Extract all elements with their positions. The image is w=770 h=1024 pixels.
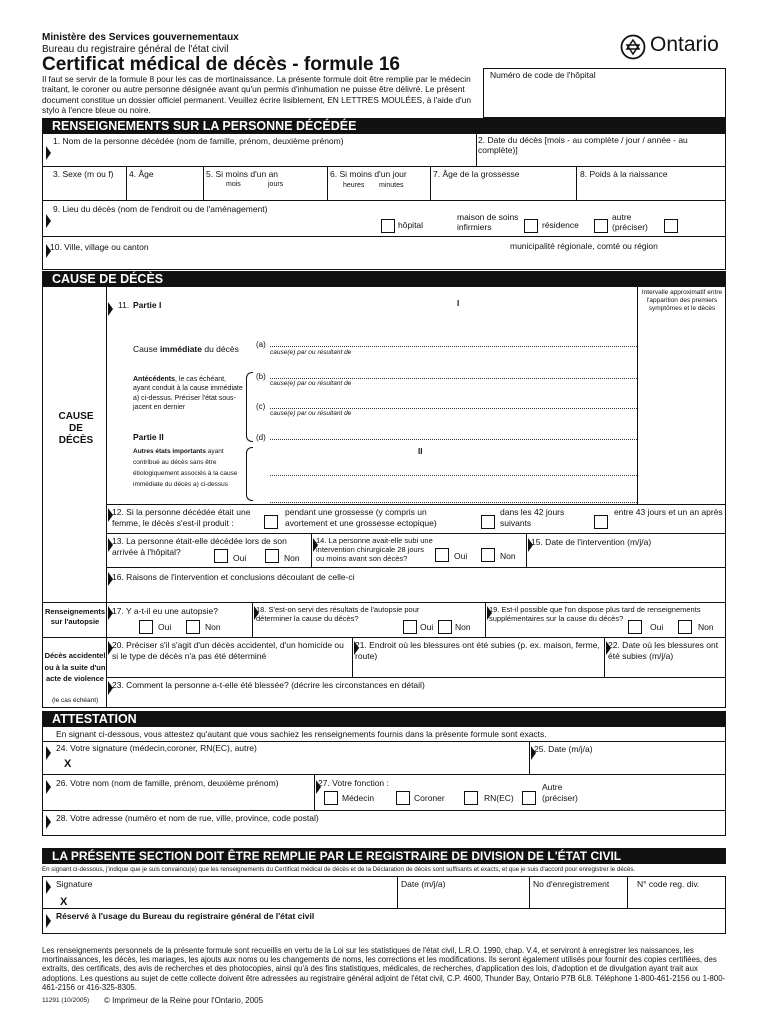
label-medecin: Médecin: [342, 793, 375, 803]
field-26-label: 26. Votre nom (nom de famille, prénom, deuxième prénom): [56, 778, 279, 788]
division-code-label: N° code reg. div.: [637, 879, 700, 889]
hospital-code-box[interactable]: [483, 68, 726, 118]
logo-wordmark: Ontario: [650, 33, 719, 56]
part2-line-2[interactable]: [270, 502, 637, 503]
registrar-x-mark: X: [60, 896, 68, 908]
due-to-b: cause(e) par ou résultant de: [270, 380, 352, 387]
part2-line-1[interactable]: [270, 475, 637, 476]
registrar-signature-label: Signature: [56, 879, 93, 889]
interval-header: Intervalle approximatif entre l'apparition des premiers symptômes et le décès: [641, 289, 723, 312]
section-personal-header: RENSEIGNEMENTS SUR LA PERSONNE DÉCÉDÉE: [42, 118, 726, 134]
line-d-label: (d): [256, 433, 266, 442]
field-22-label: 22. Date où les blessures ont été subies (m/j/a): [608, 640, 719, 661]
label-pregnancy: pendant une grossesse (y compris un avortement et une grossesse ectopique): [285, 507, 437, 528]
immediate-cause-label: Cause immédiate du décès: [133, 344, 239, 354]
label-18-non: Non: [455, 622, 471, 632]
field-20-label: 20. Préciser s'il s'agit d'un décès accidentel, d'un homicide ou si le type de décès n'a pas été déterminé: [112, 640, 344, 661]
cause-side-label: CAUSE DE DÉCÈS: [58, 411, 94, 446]
label-maison-soins: maison de soins infirmiers: [457, 212, 519, 232]
due-to-a: cause(e) par ou résultant de: [270, 349, 352, 356]
registration-number-label: No d'enregistrement: [533, 879, 610, 889]
field-16-label: 16. Raisons de l'intervention et conclusions découlant de celle-ci: [112, 572, 355, 582]
label-coroner: Coroner: [414, 793, 445, 803]
field-21-label: 21. Endroit où les blessures ont été subies (p. ex. maison, ferme, route): [355, 640, 600, 661]
field-1-label: 1. Nom de la personne décédée (nom de famille, prénom, deuxième prénom): [53, 136, 344, 146]
cause-line-c[interactable]: [270, 408, 637, 409]
field-14-label: 14. La personne avait-elle subi une intervention chirurgicale 28 jours ou moins avant son décès?: [316, 536, 433, 563]
field-19-label: 19. Est-il possible que l'on dispose plus tard de renseignements supplémentaires sur la cause du décès?: [489, 605, 701, 623]
trillium-icon: [620, 34, 646, 60]
checkbox-autre-fonction[interactable]: [522, 791, 536, 805]
field-2-label: 2. Date du décès [mois - au complète / jour / année - au complète)]: [478, 135, 688, 155]
checkbox-maison-soins[interactable]: [524, 219, 538, 233]
printer-notice: © Imprimeur de la Reine pour l'Ontario, 2005: [104, 996, 264, 1005]
line-a-label: (a): [256, 340, 266, 349]
checkbox-14-oui[interactable]: [435, 548, 449, 562]
field-7-label: 7. Âge de la grossesse: [433, 169, 520, 179]
cause-line-d[interactable]: [270, 439, 637, 440]
field-15-label: 15. Date de l'intervention (m/j/a): [531, 537, 652, 547]
field-5-label: 5. Si moins d'un an: [206, 169, 279, 179]
registrar-note: En signant ci-dessous, j'indique que je suis convaincu(e) que les renseignements du Certificat médical de décès et de la Déclaration de décès sont suffisants et exacts, et que je suis d'accord pour enregistrer le décès.: [42, 866, 636, 873]
checkbox-13-non[interactable]: [265, 549, 279, 563]
field-27-label: 27. Votre fonction :: [318, 778, 389, 788]
other-conditions-text: Autres états importants ayant contribué au décès sans être étiologiquement associés à la cause immédiate du décès a) ci-dessus: [133, 448, 238, 488]
attestation-statement: En signant ci-dessous, vous attestez qu'autant que vous sachiez les renseignements fournis dans la présente formule sont exacts.: [56, 729, 547, 739]
cause-line-a[interactable]: [270, 346, 637, 347]
label-43-days-year: entre 43 jours et un an après: [614, 507, 723, 517]
checkbox-autre-lieu[interactable]: [664, 219, 678, 233]
field-18-label: 18. S'est-on servi des résultats de l'autopsie pour déterminer la cause du décès?: [256, 605, 420, 623]
label-rnec: RN(EC): [484, 793, 514, 803]
checkbox-medecin[interactable]: [324, 791, 338, 805]
field-6-minutes: minutes: [379, 182, 404, 189]
label-14-non: Non: [500, 551, 516, 561]
label-autre-lieu: autre (préciser): [612, 212, 648, 232]
accident-note: (le cas échéant): [52, 697, 99, 704]
line-b-label: (b): [256, 372, 266, 381]
field-5-days: jours: [268, 181, 284, 188]
field-23-label: 23. Comment la personne a-t-elle été blessée? (décrire les circonstances en détail): [112, 680, 425, 690]
intro-text: Il faut se servir de la formule 8 pour les cas de mortinaissance. La présente formule doit être remplie par le médecin traitant, le coroner ou autre personne désignée avant qu'un permis d'inhumation ne puisse être délivré. Le présent document constitue un dossier officiel permanent. Veuillez écrire lisiblement, EN LETTRES MOULÉES, à l'aide d'un stylo à l'encre bleue ou noire.: [42, 74, 471, 116]
field-3-label: 3. Sexe (m ou f): [53, 169, 114, 179]
checkbox-18-oui[interactable]: [403, 620, 417, 634]
label-13-oui: Oui: [233, 553, 247, 563]
due-to-c: cause(e) par ou résultant de: [270, 410, 352, 417]
checkbox-13-oui[interactable]: [214, 549, 228, 563]
form-title: Certificat médical de décès - formule 16: [42, 54, 400, 75]
section-attestation-header: ATTESTATION: [42, 711, 726, 727]
checkbox-rnec[interactable]: [464, 791, 478, 805]
registrar-signature-input[interactable]: [80, 890, 390, 906]
checkbox-42-days[interactable]: [481, 515, 495, 529]
checkbox-17-oui[interactable]: [139, 620, 153, 634]
bureau-name: Bureau du registraire général de l'état civil: [42, 44, 229, 55]
field-6-label: 6. Si moins d'un jour: [330, 169, 407, 179]
checkbox-17-non[interactable]: [186, 620, 200, 634]
privacy-notice: Les renseignements personnels de la présente formule sont recueillis en vertu de la Loi sur les statistiques de l'état civil, L.R.O. 1990, chap. V.4, et serviront à enregistrer les naissances, les mortinaissances, les décès, les mariages, les ajouts aux noms ou les changements de noms, les corrections et les modifications. Ils seront également utilisés pour fournir des copies certifiées, des extraits, des certificats, des avis de recherches et des photocopies, ainsi qu'à des fins statistiques, médicales, de recherches, d'application des lois, d'adoption et de divulgation ayant trait aux adoptions. Les questions au sujet de cette collecte doivent être adressées au registraire général adjoint de l'état civil, C.P. 4600, Thunder Bay, Ontario P7B 6L8. Téléphone 1-800-461-2156 ou 1-800-461-2156 or 416-325-8305.: [42, 946, 726, 992]
field-9-label: 9. Lieu du décès (nom de l'endroit ou de l'aménagement): [53, 204, 268, 214]
antecedents-brace: [246, 372, 253, 442]
label-19-non: Non: [698, 622, 714, 632]
reserved-use-label: Réservé à l'usage du Bureau du registraire général de l'état civil: [56, 911, 315, 921]
label-18-oui: Oui: [420, 622, 434, 632]
signature-x-mark: X: [64, 758, 72, 770]
signature-input[interactable]: [80, 752, 520, 772]
section-registrar-header: LA PRÉSENTE SECTION DOIT ÊTRE REMPLIE PAR LE REGISTRAIRE DE DIVISION DE L'ÉTAT CIVIL: [42, 848, 726, 864]
label-14-oui: Oui: [454, 551, 468, 561]
registrar-date-label: Date (m/j/a): [401, 879, 446, 889]
label-autre-fonction: Autre (préciser): [542, 782, 578, 803]
field-8-label: 8. Poids à la naissance: [580, 169, 668, 179]
antecedents-text: Antécédents, le cas échéant, ayant conduit à la cause immédiate a) ci-dessus. Préciser l'état sous-jacent en dernier: [133, 376, 243, 411]
field-12-label: 12. Si la personne décédée était une femme, le décès s'est-il produit :: [112, 507, 251, 528]
field-10-region-label: municipalité régionale, comté ou région: [510, 241, 658, 251]
label-42-days: dans les 42 jours suivants: [500, 507, 565, 528]
roman-2: II: [418, 447, 423, 456]
label-17-non: Non: [205, 622, 221, 632]
field-24-label: 24. Votre signature (médecin,coroner, RN(EC), autre): [56, 743, 257, 753]
accident-side-label: Décès accidentel ou à la suite d'un acte de violence: [44, 651, 106, 683]
label-13-non: Non: [284, 553, 300, 563]
form-code: 11291 (10/2005): [42, 997, 90, 1004]
label-residence: résidence: [542, 220, 579, 230]
ontario-logo: [620, 33, 730, 61]
field-25-label: 25. Date (m/j/a): [534, 744, 593, 754]
field-4-label: 4. Âge: [129, 169, 154, 179]
field-28-label: 28. Votre adresse (numéro et nom de rue, ville, province, code postal): [56, 813, 319, 823]
checkbox-hopital[interactable]: [381, 219, 395, 233]
field-5-months: mois: [226, 181, 241, 188]
checkbox-residence[interactable]: [594, 219, 608, 233]
part-2-label: Partie II: [133, 432, 164, 442]
autopsy-side-label: Renseignements sur l'autopsie: [44, 607, 106, 626]
ministry-name: Ministère des Services gouvernementaux: [42, 32, 239, 43]
checkbox-18-non[interactable]: [438, 620, 452, 634]
label-17-oui: Oui: [158, 622, 172, 632]
cause-line-b[interactable]: [270, 378, 637, 379]
checkbox-14-non[interactable]: [481, 548, 495, 562]
hospital-code-label: Numéro de code de l'hôpital: [490, 70, 596, 80]
field-10-label: 10. Ville, village ou canton: [50, 242, 149, 252]
line-c-label: (c): [256, 402, 266, 411]
checkbox-coroner[interactable]: [396, 791, 410, 805]
field-17-label: 17. Y a-t-il eu une autopsie?: [112, 606, 219, 616]
section-cause-header: CAUSE DE DÉCÈS: [42, 271, 726, 287]
part-1-label: Partie I: [133, 300, 162, 310]
roman-1: I: [457, 299, 460, 308]
label-hopital: hôpital: [398, 220, 424, 230]
field-6-hours: heures: [343, 182, 365, 189]
label-19-oui: Oui: [650, 622, 664, 632]
field-11-number: 11.: [118, 300, 130, 310]
checkbox-19-oui[interactable]: [628, 620, 642, 634]
field-13-label: 13. La personne était-elle décédée lors de son arrivée à l'hôpital?: [112, 536, 287, 557]
checkbox-43-days-year[interactable]: [594, 515, 608, 529]
part2-brace: [246, 447, 253, 501]
checkbox-pregnancy[interactable]: [264, 515, 278, 529]
checkbox-19-non[interactable]: [678, 620, 692, 634]
